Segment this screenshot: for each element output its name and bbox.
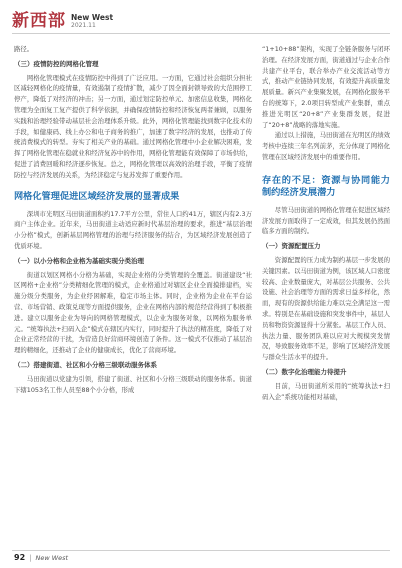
page-footer: [14, 553, 68, 562]
paragraph-matian-overview: 深圳市光明区马田街道面积约17.7平方公里，常住人口约41万，辖区内有2.3万商户主体企业。近年来，马田街道主动适应新时代基层治理的要求，推进“基层治理小分格”模式，创新基层网格管理的治理与经济服务的结合，为区域经济发展创造了优质环境。: [14, 209, 252, 250]
header-divider: [12, 33, 390, 34]
logo-english-title: New West: [71, 13, 114, 22]
logo-issue-date: 2021.11: [71, 22, 96, 29]
subheading-classified-governance: （一）以小分格和企业格为基础实现分类治理: [14, 256, 144, 265]
paragraph-classified-governance: 街道以划区网格小分格为基础，实现企业格的分类管理的全覆盖。街道建设“社区网格+企业格”分类精细化管理的模式，企业格通过对辖区企业全面摸排建档，实施分级分类服务，为企业纾困解难，稳定市场主体。同时，企业格为企业在平台运营、市场营销、政策兑现等方面提供服务，企业在网格内部的规范经营得到了积极推进。建立以服务企业为导向的网格管理模式，以企业为服务对象，以网格为服务单元。“统筹执法+扫码入企”模式在辖区内实行，同时提升了执法的精准度，降低了对企业正常经营的干扰，为营造良好营商环境创造了条件。这一模式不仅推动了基层治理的精细化，还推动了企业的健康成长，优化了营商环境。: [14, 270, 252, 355]
intro-paragraph: 路径。: [14, 45, 34, 53]
paragraph-structure: “1+10+88”架构，实现了全链条服务与闭环治理。在经济发展方面，街道通过与企业合作共建产业平台，联合举办产业交流活动等方式，推动产业链协同发展，有效提升高质量发展质量。新兴产业集聚发展，在网格化服务平台的统筹下，2.0项目转型成产业集群，重点推进光明区“20+8”产业集群发展，促进了“20+8”战略的落地实施。: [262, 45, 390, 129]
logo-english-block: [71, 14, 113, 30]
paragraph-shortcomings-intro: 尽管马田街道的网格化管理在促进区域经济发展方面取得了一定成效，但其发展仍然面临多方面的制约。: [262, 205, 390, 236]
section-heading-shortcomings: 存在的不足：资源与协同能力制约经济发展潜力: [262, 174, 390, 198]
right-column: [262, 44, 390, 402]
paragraph-resource-pressure: 资源配置的压力成为制约基层一步发展的关键因素。以马田街道为例，该区域人口密度较高、企业数量庞大，对基层公共服务、公共设施、社会治理等方面的需求日益多样化，然而，现有的资源供给能力难以完全满足这一需求。特别是在基础设施和突发事件中，基层人员和物资资源显得十分紧张。基层工作人员、执法力量、服务团队难以应对大规模突发情况，导致服务效率不足，影响了区域经济发展与群众生活水平的提升。: [262, 255, 390, 362]
logo-chinese-text: 新西部: [12, 11, 66, 31]
subheading-digital-capability: （二）数字化治理能力待提升: [262, 367, 347, 376]
paragraph-digital-capability: 目前，马田街道所采用的“统筹执法+扫码入企”系统功能相对基础，: [262, 381, 390, 401]
subheading-three-level-service: （二）搭建街道、社区和小分格三级联动服务体系: [14, 360, 157, 369]
subheading-epidemic-grid: （三）疫情防控的网格化管理: [14, 59, 99, 68]
footer-divider: [12, 550, 390, 551]
section-heading-achievements: 网格化管理促进区域经济发展的显著成果: [14, 190, 180, 202]
paragraph-three-level-service: 马田街道以党建为引领，搭建了街道、社区和小分格三级联动的服务体系。街道下辖1053名工作人员至88个小分格，形成: [14, 374, 252, 394]
paragraph-epidemic-grid: 网格化管理模式在疫情防控中得到了广泛应用。一方面，它通过社会组织分担社区减轻网格化的疫情量，有效遏制了疫情扩散，减少了因全面封锁导致的大范围停工停产，降低了对经济的冲击；另一方面，通过划定防控单元、加密信息收集，网格化管理为全面复工复产提供了科学依据，并确保疫情防控和经济恢复两者兼顾，以服务实践和治理经验带动基层社会治理体系升级。此外，网格化管理能找到数字化技术的手段，如健康码、线上办公和电子商务的推广，加速了数字经济的发展，也推动了传统消费模式的转型。夯实了相关产业的基础。通过网格化管理中小企业解决困难，发挥了网格化管理在稳就业和经济复苏中的作用，网格化管理能有效保障了市场供给，促进了消费回暖和经济逐步恢复。总之，网格化管理以高效的治理手段，平衡了疫情防控与经济发展的关系，为经济稳定与复苏发挥了重要作用。: [14, 73, 252, 179]
footer-separator: |: [29, 553, 32, 562]
paragraph-results: 通过以上措施，马田街道在光明区的绩效考核中连续三年名列前茅，充分体现了网格化管理在区域经济发展中的重要作用。: [262, 131, 390, 161]
magazine-logo: [12, 10, 113, 30]
subheading-resource-pressure: （一）资源配置压力: [262, 242, 321, 251]
footer-magazine-name: New West: [35, 553, 69, 562]
left-column: [14, 44, 252, 395]
page-number: 92: [14, 553, 26, 562]
